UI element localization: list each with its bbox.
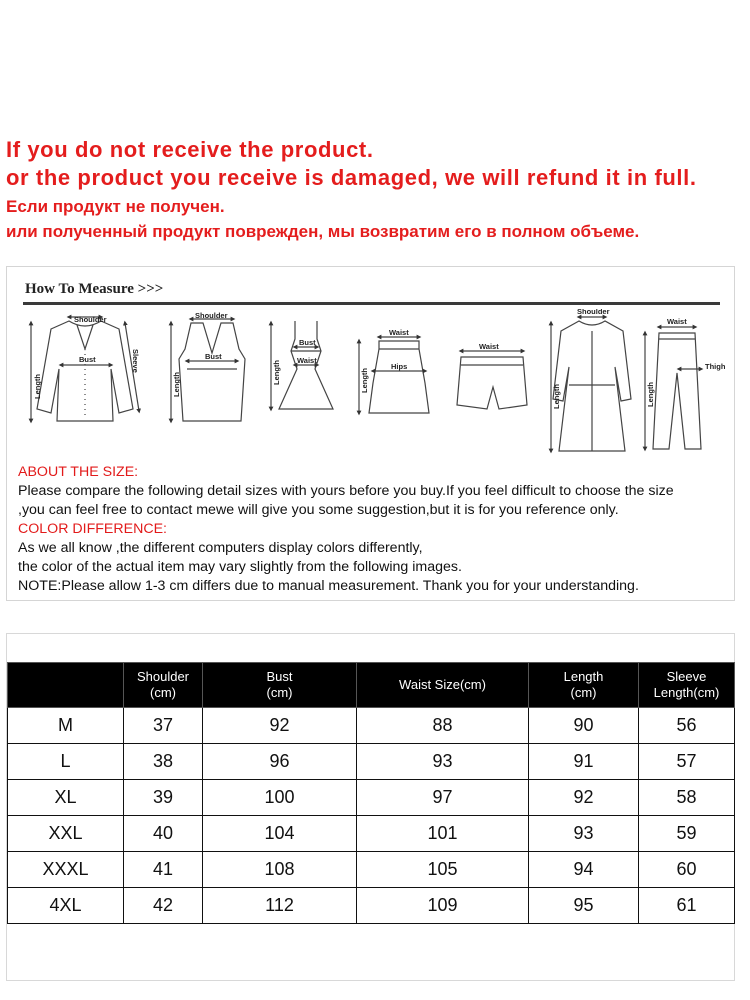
about-size-line-1: Please compare the following detail sizes with yours before you buy.If you feel difficult to choose the size — [18, 483, 674, 499]
tank-bust-label: Bust — [205, 352, 222, 361]
tank-top-diagram — [171, 319, 245, 421]
coat-length-label: Length — [552, 384, 561, 409]
table-row — [8, 744, 735, 780]
header-length-label: Length (cm) — [563, 669, 604, 700]
table-row — [8, 816, 735, 852]
skirt-length-label: Length — [360, 368, 369, 393]
waist-cell: 109 — [357, 888, 529, 924]
header-waist — [357, 663, 529, 708]
shirt-sleeve-label: Sleeve — [131, 349, 140, 373]
header-bust — [203, 663, 357, 708]
waist-cell: 105 — [357, 852, 529, 888]
dress-bust-label: Bust — [299, 338, 316, 347]
size-cell: M — [8, 708, 124, 744]
shoulder-cell: 42 — [124, 888, 203, 924]
refund-notice — [6, 136, 746, 244]
notice-line-1: If you do not receive the product. — [6, 137, 374, 162]
size-cell: XXXL — [8, 852, 124, 888]
header-length — [529, 663, 639, 708]
coat-shoulder-label: Shoulder — [577, 309, 610, 316]
shorts-diagram — [457, 351, 527, 409]
sleeve-cell: 59 — [639, 816, 735, 852]
trousers-waist-label: Waist — [667, 317, 687, 326]
sleeve-cell: 58 — [639, 780, 735, 816]
size-cell: XL — [8, 780, 124, 816]
shoulder-cell: 38 — [124, 744, 203, 780]
size-cell: 4XL — [8, 888, 124, 924]
coat-diagram — [551, 317, 631, 451]
color-difference-heading: COLOR DIFFERENCE: — [18, 521, 167, 537]
shoulder-cell: 37 — [124, 708, 203, 744]
length-cell: 95 — [529, 888, 639, 924]
header-sleeve — [639, 663, 735, 708]
table-row — [8, 852, 735, 888]
size-info — [18, 463, 730, 596]
sleeve-cell: 60 — [639, 852, 735, 888]
shirt-diagram — [31, 317, 139, 421]
dress-waist-label: Waist — [297, 356, 317, 365]
size-cell: L — [8, 744, 124, 780]
sleeve-cell: 56 — [639, 708, 735, 744]
notice-line-2: or the product you receive is damaged, we will refund it in full. — [6, 165, 697, 190]
color-line-2: the color of the actual item may vary slightly from the following images. — [18, 559, 462, 575]
tank-shoulder-label: Shoulder — [195, 311, 228, 320]
header-waist-label: Waist Size(cm) — [399, 677, 486, 692]
how-to-measure-title: How To Measure >>> — [25, 281, 164, 297]
skirt-hips-label: Hips — [391, 362, 408, 371]
bust-cell: 92 — [203, 708, 357, 744]
length-cell: 92 — [529, 780, 639, 816]
table-header-row — [8, 663, 735, 708]
shoulder-cell: 39 — [124, 780, 203, 816]
title-divider — [23, 302, 720, 305]
about-size-heading: ABOUT THE SIZE: — [18, 464, 139, 480]
measurement-note: NOTE:Please allow 1-3 cm differs due to manual measurement. Thank you for your understanding. — [18, 578, 639, 594]
shorts-waist-label: Waist — [479, 342, 499, 351]
size-cell: XXL — [8, 816, 124, 852]
header-shoulder — [124, 663, 203, 708]
bust-cell: 96 — [203, 744, 357, 780]
length-cell: 94 — [529, 852, 639, 888]
dress-length-label: Length — [272, 360, 281, 385]
waist-cell: 93 — [357, 744, 529, 780]
shirt-length-label: Length — [33, 374, 42, 399]
bust-cell: 100 — [203, 780, 357, 816]
waist-cell: 88 — [357, 708, 529, 744]
shoulder-cell: 41 — [124, 852, 203, 888]
shirt-bust-label: Bust — [79, 355, 96, 364]
header-size — [8, 663, 124, 708]
table-row — [8, 708, 735, 744]
length-cell: 90 — [529, 708, 639, 744]
trousers-length-label: Length — [646, 382, 655, 407]
skirt-waist-label: Waist — [389, 328, 409, 337]
length-cell: 93 — [529, 816, 639, 852]
waist-cell: 97 — [357, 780, 529, 816]
how-to-measure-panel — [6, 266, 735, 601]
color-line-1: As we all know ,the different computers display colors differently, — [18, 540, 423, 556]
table-row — [8, 888, 735, 924]
table-row — [8, 780, 735, 816]
shoulder-cell: 40 — [124, 816, 203, 852]
measure-diagrams — [7, 309, 734, 459]
header-bust-label: Bust (cm) — [266, 669, 293, 700]
bust-cell: 108 — [203, 852, 357, 888]
header-sleeve-label: Sleeve Length(cm) — [653, 669, 720, 700]
trousers-thigh-label: Thigh — [705, 362, 726, 371]
bust-cell: 112 — [203, 888, 357, 924]
tank-length-label: Length — [172, 372, 181, 397]
about-size-line-2: ,you can feel free to contact mewe will give you some suggestion,but it is for you reference only. — [18, 502, 619, 518]
bust-cell: 104 — [203, 816, 357, 852]
sleeve-cell: 61 — [639, 888, 735, 924]
header-shoulder-label: Shoulder (cm) — [136, 669, 190, 700]
shirt-shoulder-label: Shoulder — [74, 315, 107, 324]
notice-line-4: или полученный продукт поврежден, мы возвратим его в полном объеме. — [6, 222, 640, 241]
sleeve-cell: 57 — [639, 744, 735, 780]
size-chart-panel — [6, 633, 735, 981]
notice-line-3: Если продукт не получен. — [6, 197, 225, 216]
length-cell: 91 — [529, 744, 639, 780]
skirt-diagram — [359, 337, 429, 413]
waist-cell: 101 — [357, 816, 529, 852]
size-chart-table — [7, 662, 735, 924]
